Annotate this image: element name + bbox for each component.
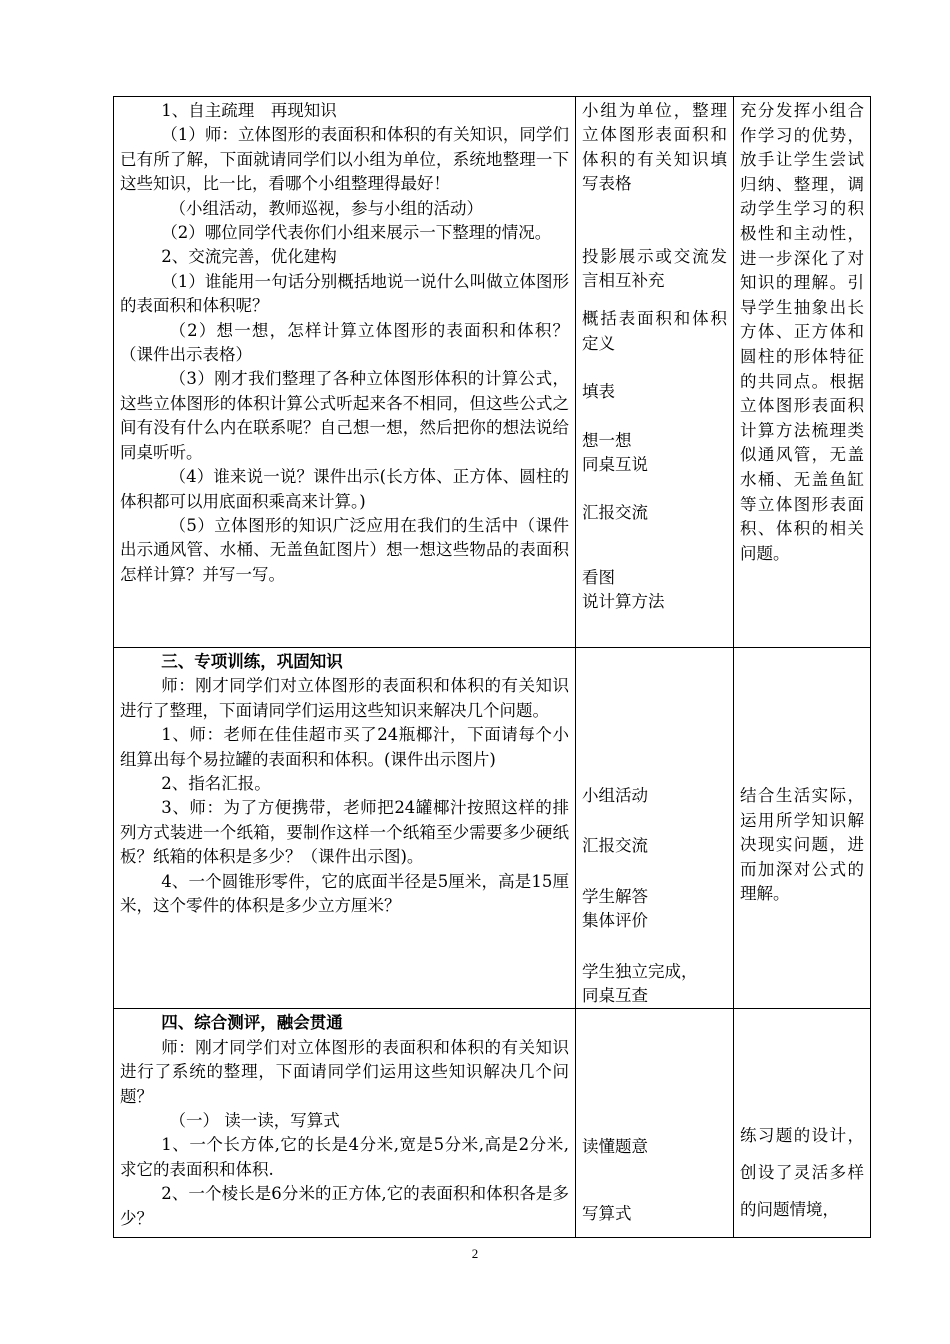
activity-text: 投影展示或交流发言相互补充 xyxy=(582,246,727,291)
paragraph: 2、一个棱长是6分米的正方体,它的表面积和体积各是多少？ xyxy=(120,1184,569,1228)
teaching-process-cell xyxy=(114,1009,576,1238)
lesson-plan-table xyxy=(113,96,871,1238)
student-activity-cell xyxy=(576,97,734,648)
activity-text: 想一想 xyxy=(582,430,632,450)
paragraph: （一） 读一读，写算式 xyxy=(169,1111,340,1131)
activity-text: 写算式 xyxy=(582,1203,632,1223)
teaching-process-cell xyxy=(114,648,576,1009)
teaching-process-cell xyxy=(114,97,576,648)
activity-text: 汇报交流 xyxy=(582,836,648,856)
paragraph: 3、师：为了方便携带，老师把24罐椰汁按照这样的排列方式装进一个纸箱，要制作这样一个纸箱至少需要多少硬纸板？纸箱的体积是多少？（课件出示图)。 xyxy=(120,798,569,867)
paragraph: （2）哪位同学代表你们小组来展示一下整理的情况。 xyxy=(161,223,552,243)
section-heading: 三、专项训练，巩固知识 xyxy=(161,652,343,671)
paragraph: 2、指名汇报。 xyxy=(161,774,271,794)
activity-text: 小组活动 xyxy=(582,786,648,805)
paragraph: （5）立体图形的知识广泛应用在我们的生活中（课件出示通风管、水桶、无盖鱼缸图片）想一想这些物品的表面积怎样计算？并写一写。 xyxy=(120,515,569,584)
activity-text: 学生解答 xyxy=(582,886,648,906)
paragraph: 4、一个圆锥形零件，它的底面半径是5厘米，高是15厘米，这个零件的体积是多少立方厘米？ xyxy=(120,871,569,916)
activity-text: 同桌互说 xyxy=(582,455,648,475)
activity-text: 小组为单位，整理立体图形表面积和体积的有关知识填写表格 xyxy=(582,101,727,194)
design-intent-text: 充分发挥小组合作学习的优势，放手让学生尝试归纳、整理，调动学生学习的积极性和主动性，进一步深化了对知识的理解。引导学生抽象出长方体、正方体和圆柱的形体特征的共同点。根据立体图形表面积计算方法梳理类似通风管，无盖水桶、无盖鱼缸等立体图形表面积、体积的相关问题。 xyxy=(740,101,864,563)
paragraph: （1）谁能用一句话分别概括地说一说什么叫做立体图形的表面积和体积呢？ xyxy=(120,271,569,316)
paragraph: 1、一个长方体,它的长是4分米,宽是5分米,高是2分米,求它的表面积和体积. xyxy=(120,1135,569,1179)
table-row xyxy=(114,97,871,648)
paragraph: （3）刚才我们整理了各种立体图形体积的计算公式，这些立体图形的体积计算公式听起来各不相同，但这些公式之间有没有什么内在联系呢？自己想一想，然后把你的想法说给同桌听听。 xyxy=(120,369,569,462)
activity-text: 集体评价 xyxy=(582,911,648,931)
paragraph: 师：刚才同学们对立体图形的表面积和体积的有关知识进行了系统的整理，下面请同学们运用这些知识解决几个问题？ xyxy=(120,1037,569,1106)
student-activity-cell xyxy=(576,1009,734,1238)
paragraph: （小组活动，教师巡视，参与小组的活动） xyxy=(169,198,483,218)
section-heading: 2、交流完善，优化建构 xyxy=(161,247,337,267)
paragraph: 师：刚才同学们对立体图形的表面积和体积的有关知识进行了整理，下面请同学们运用这些知识来解决几个问题。 xyxy=(120,676,569,720)
page-number: 2 xyxy=(471,1246,479,1261)
design-intent-cell xyxy=(734,97,871,648)
design-intent-cell xyxy=(734,648,871,1009)
table-row xyxy=(114,648,871,1009)
design-intent-cell xyxy=(734,1009,871,1238)
activity-text: 读懂题意 xyxy=(582,1137,648,1157)
activity-text: 概括表面积和体积定义 xyxy=(582,309,727,353)
section-heading: 四、综合测评，融会贯通 xyxy=(161,1013,343,1033)
design-intent-text: 练习题的设计，创设了灵活多样的问题情境， xyxy=(740,1126,864,1220)
student-activity-cell xyxy=(576,648,734,1009)
paragraph: （2）想一想，怎样计算立体图形的表面积和体积？（课件出示表格） xyxy=(120,320,569,365)
activity-text: 说计算方法 xyxy=(582,592,665,612)
activity-text: 学生独立完成， xyxy=(582,961,698,981)
paragraph: 1、师：老师在佳佳超市买了24瓶椰汁，下面请每个小组算出每个易拉罐的表面积和体积。(课件出示图片) xyxy=(120,725,569,769)
design-intent-text: 结合生活实际，运用所学知识解决现实问题，进而加深对公式的理解。 xyxy=(740,786,864,904)
activity-text: 看图 xyxy=(582,567,615,587)
activity-text: 填表 xyxy=(582,382,615,402)
paragraph: （4）谁来说一说？课件出示(长方体、正方体、圆柱的体积都可以用底面积乘高来计算。) xyxy=(120,467,569,511)
activity-text: 同桌互查 xyxy=(582,986,648,1006)
section-heading: 1、自主疏理 再现知识 xyxy=(161,101,337,120)
activity-text: 汇报交流 xyxy=(582,503,648,523)
paragraph: （1）师：立体图形的表面积和体积的有关知识，同学们已有所了解，下面就请同学们以小组为单位，系统地整理一下这些知识，比一比，看哪个小组整理得最好！ xyxy=(120,125,569,194)
table-row xyxy=(114,1009,871,1238)
